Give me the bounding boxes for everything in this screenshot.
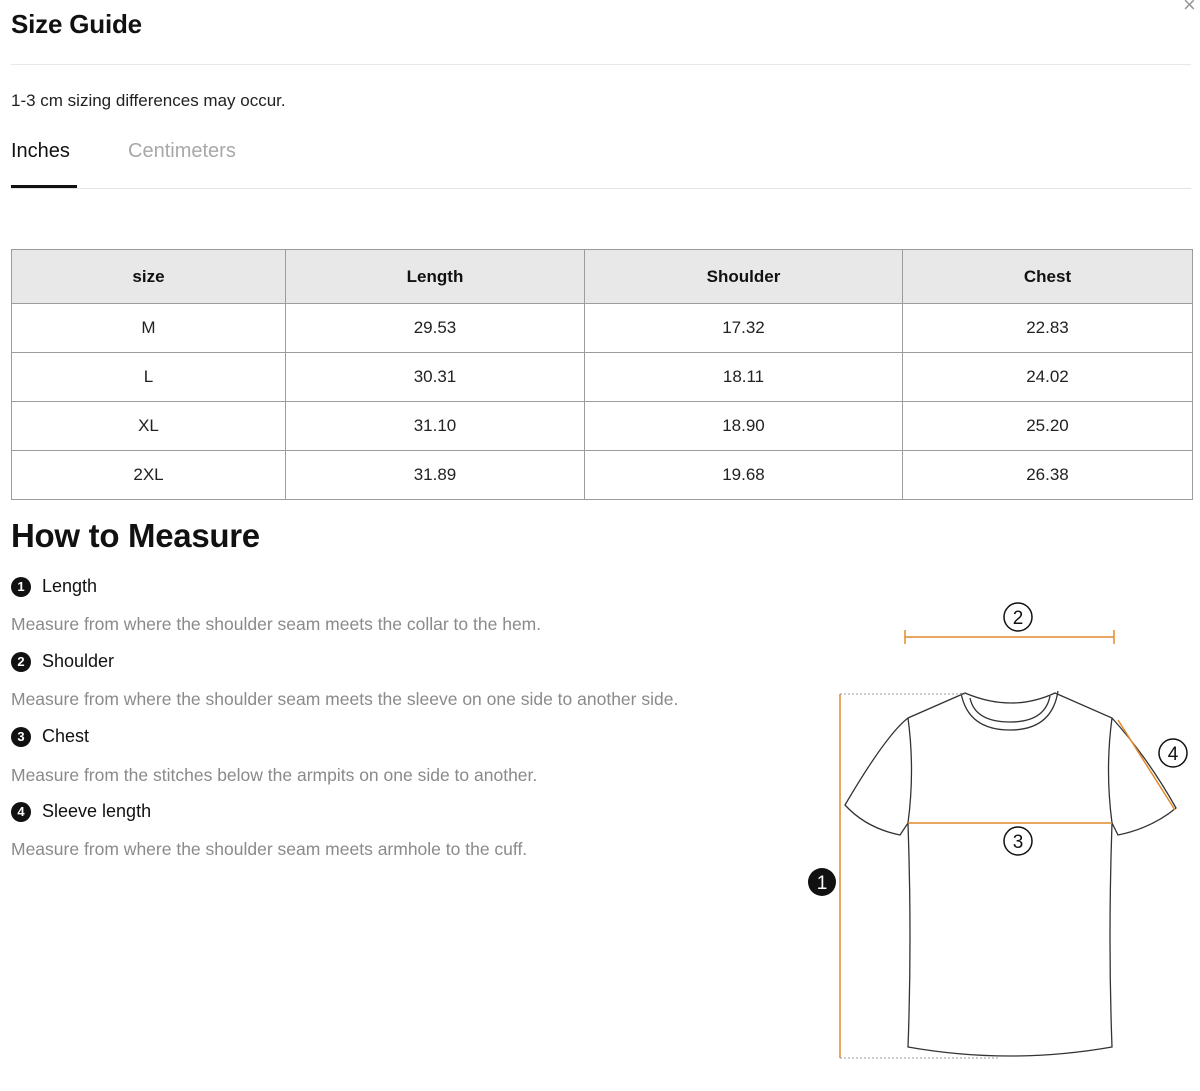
table-row [12,451,1193,500]
table-cell: M [12,304,286,353]
measure-name: Chest [42,726,90,746]
column-header-size: size [12,250,286,304]
page-title: Size Guide [11,9,142,39]
number-3-icon: 3 [11,727,31,747]
table-cell: 31.89 [286,451,585,500]
measure-description: Measure from the stitches below the armpits on one side to another. [11,765,538,785]
table-cell: 25.20 [903,402,1193,451]
tshirt-outline [845,691,1176,1056]
table-cell: 2XL [12,451,286,500]
marker-3-icon [1004,827,1032,855]
marker-1-label: 1 [816,873,828,894]
measure-item-length [11,576,97,597]
measure-description: Measure from where the shoulder seam meets armhole to the cuff. [11,839,528,859]
measure-item-chest [11,726,89,747]
marker-1-icon [808,868,836,896]
marker-4-icon [1159,739,1187,767]
table-cell: L [12,353,286,402]
measure-description: Measure from where the shoulder seam meets the collar to the hem. [11,614,542,634]
table-cell: 30.31 [286,353,585,402]
table-row [12,402,1193,451]
active-tab-indicator [11,185,77,188]
table-cell: 29.53 [286,304,585,353]
table-cell: XL [12,402,286,451]
how-to-measure-title: How to Measure [11,517,260,554]
guide-lines [840,694,1000,1058]
measure-name: Shoulder [42,651,115,671]
table-cell: 24.02 [903,353,1193,402]
table-cell: 31.10 [286,402,585,451]
table-row [12,304,1193,353]
table-cell: 18.11 [585,353,903,402]
tshirt-diagram [800,590,1190,1070]
marker-2-icon [1004,603,1032,631]
measure-item-sleeve-length [11,801,151,822]
size-table [11,249,1193,500]
number-2-icon: 2 [11,652,31,672]
table-cell: 19.68 [585,451,903,500]
table-cell: 17.32 [585,304,903,353]
sizing-note: 1-3 cm sizing differences may occur. [11,91,286,110]
measure-name: Sleeve length [42,801,152,821]
table-header-row [12,250,1193,304]
table-cell: 22.83 [903,304,1193,353]
close-icon[interactable]: × [1183,0,1196,17]
table-cell: 26.38 [903,451,1193,500]
unit-tabs [11,140,1191,189]
tab-centimeters[interactable]: Centimeters [128,140,236,162]
column-header-chest: Chest [903,250,1193,304]
table-row [12,353,1193,402]
measure-item-shoulder [11,651,114,672]
tab-inches[interactable]: Inches [11,140,70,162]
column-header-length: Length [286,250,585,304]
table-cell: 18.90 [585,402,903,451]
divider [11,64,1191,65]
number-1-icon: 1 [11,577,31,597]
marker-3-label: 3 [1012,832,1024,853]
measure-name: Length [42,576,98,596]
marker-2-label: 2 [1012,608,1024,629]
number-4-icon: 4 [11,802,31,822]
measure-description: Measure from where the shoulder seam meets the sleeve on one side to another side. [11,689,679,709]
marker-4-label: 4 [1167,744,1179,765]
column-header-shoulder: Shoulder [585,250,903,304]
